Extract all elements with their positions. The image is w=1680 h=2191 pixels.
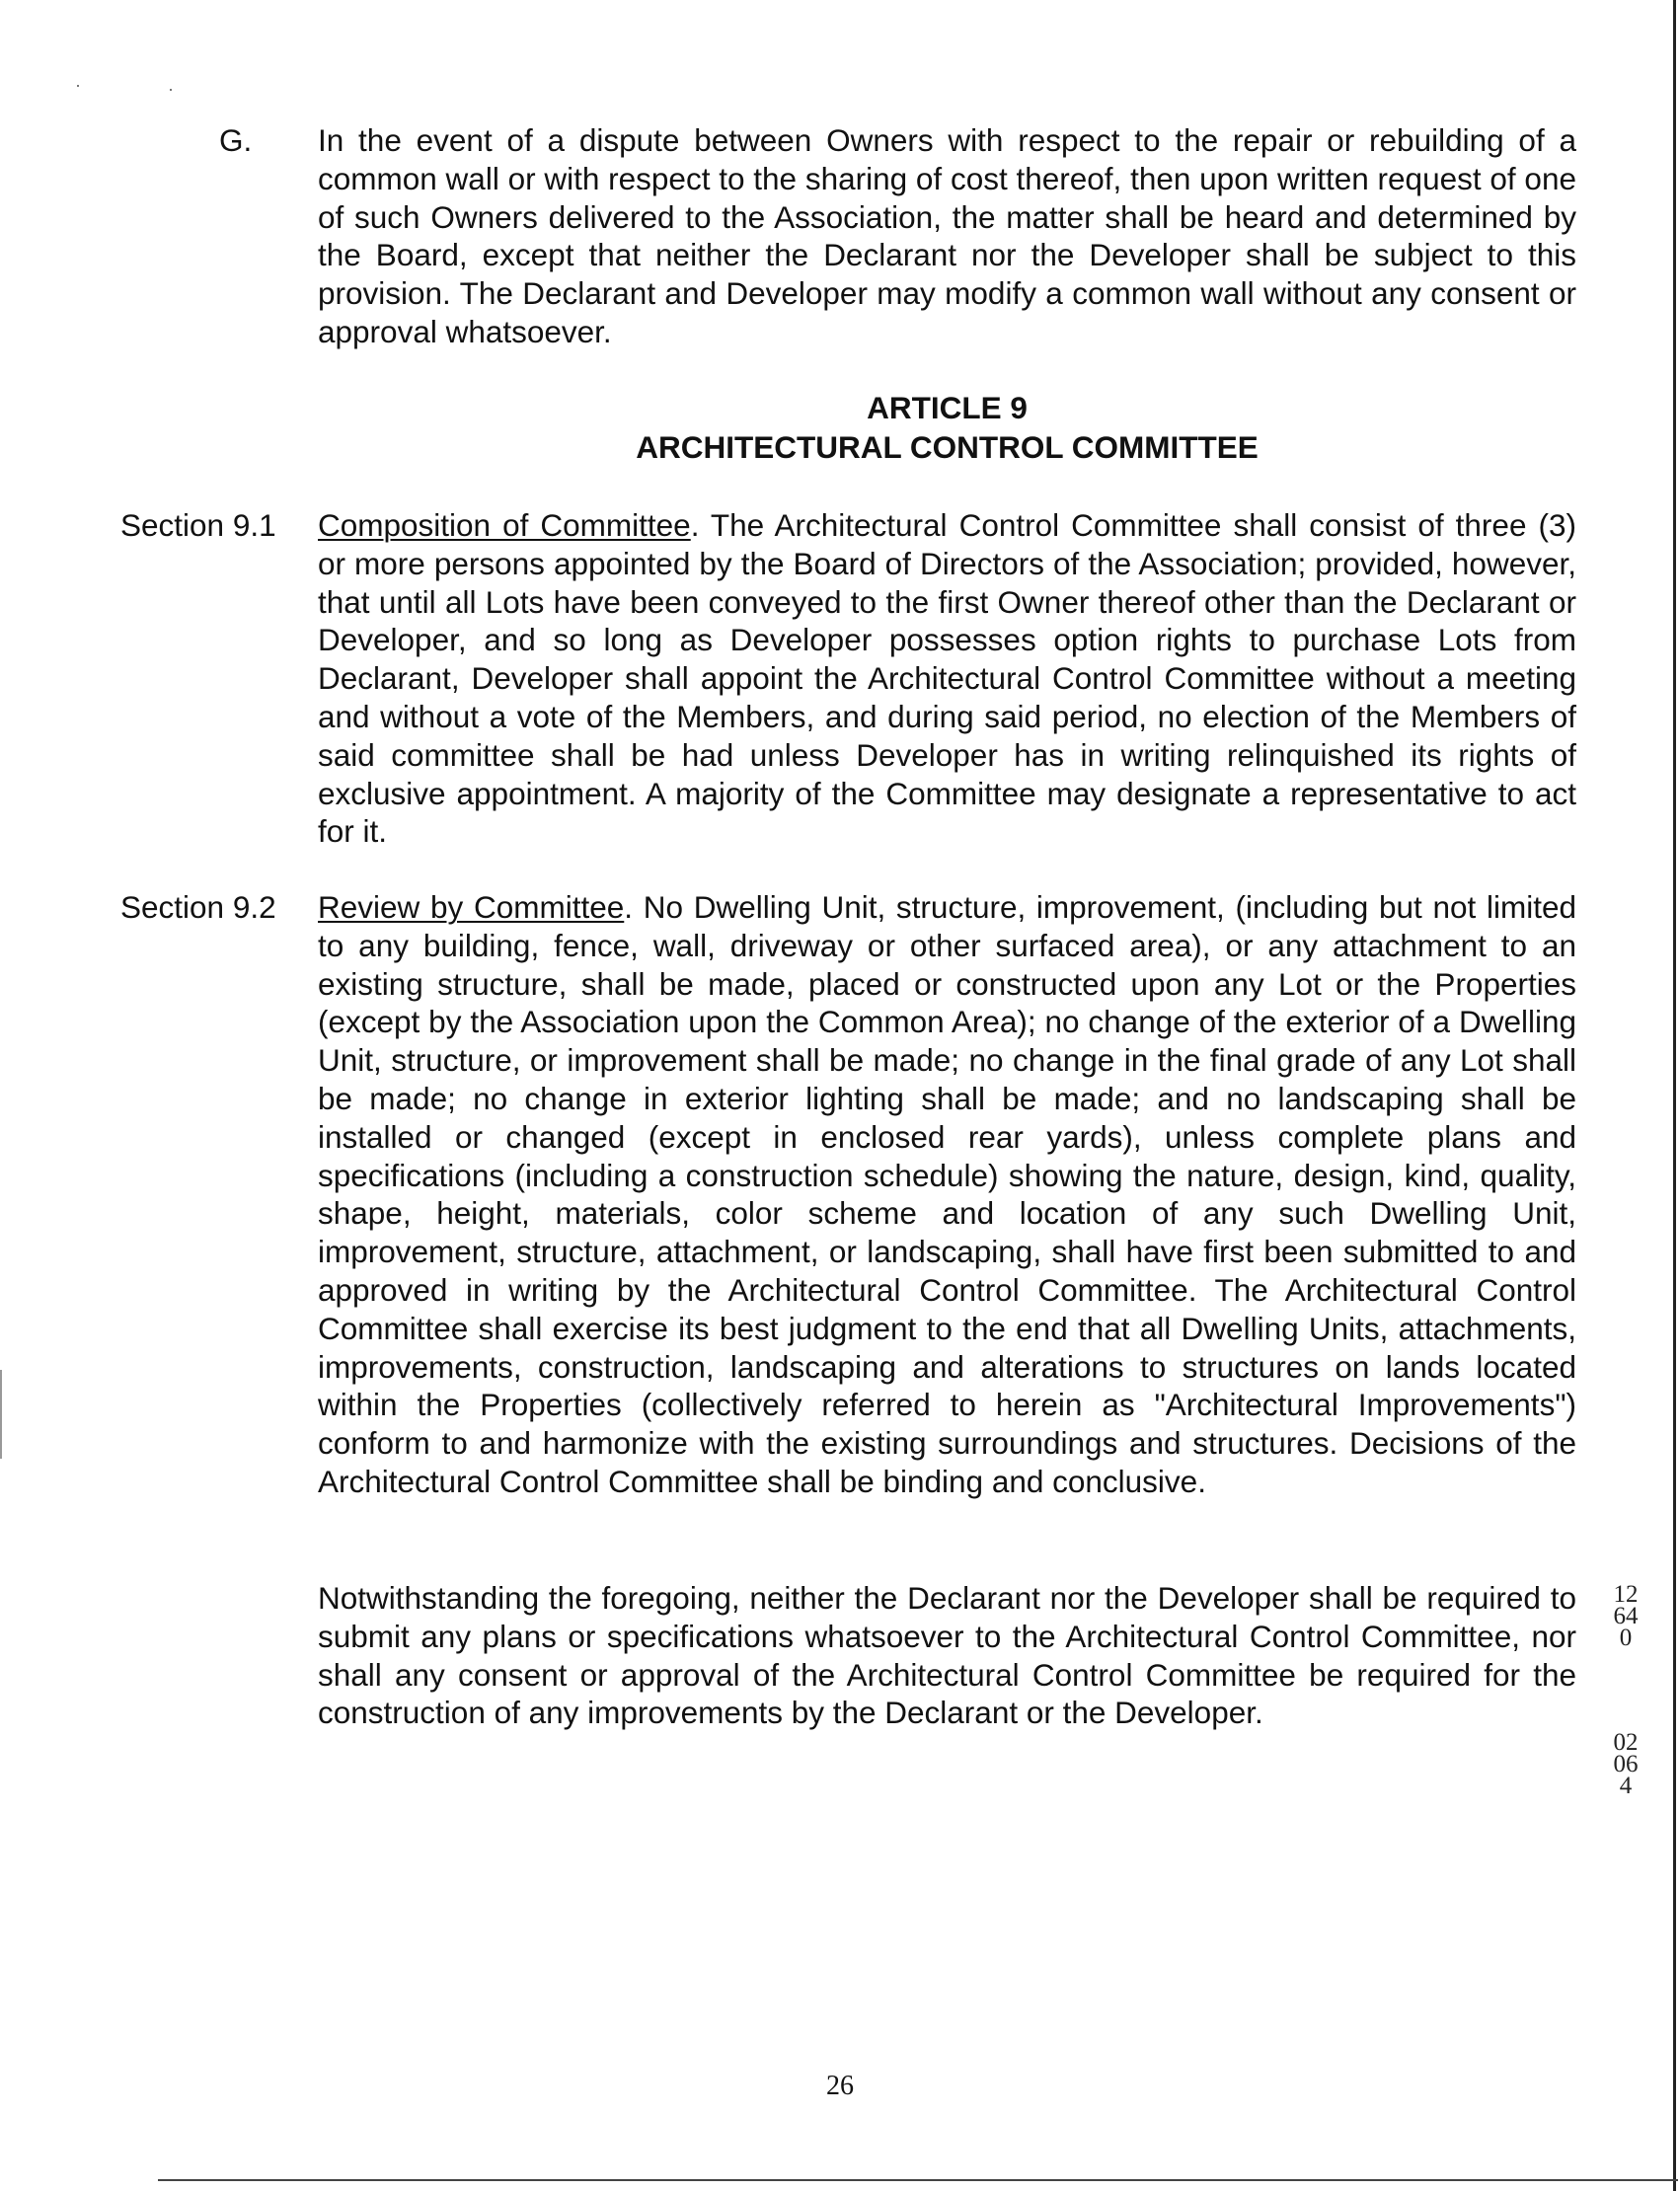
scan-left-edge-mark [0,1370,2,1459]
scan-bottom-border [158,2179,1678,2181]
section-9-2-continuation: Notwithstanding the foregoing, neither the Declarant nor the Developer shall be required to submit any plans or specifications whatsoever to the Architectural Control Committee, nor shall any consent or approval of the Architectural Control Committee be required for the construction of any improvements by the Declarant or the Developer. [318,1580,1576,1731]
section-9-2-label: Section 9.2 [120,889,276,925]
article-number: ARTICLE 9 [867,390,1028,425]
section-9-1-text: . The Architectural Control Committee shall consist of three (3) or more persons appointed by the Board of Directors of the Association; provided, however, that until all Lots have been conveyed to the first Owner thereof other than the Declarant or Developer, and so long as Developer possesses option rights to purchase Lots from Declarant, Developer shall appoint the Architectural Control Committee without a meeting and without a vote of the Members, and during said period, no election of the Members of said committee shall be had unless Developer has in writing relinquished its rights of exclusive appointment. A majority of the Committee may designate a representative to act for it. [318,507,1576,850]
section-9-2-body [318,888,1576,1501]
section-9-1-heading: Composition of Committee [318,507,691,543]
scan-speck [77,85,79,87]
section-9-2-text: . No Dwelling Unit, structure, improvement, (including but not limited to any building, fence, wall, driveway or other surfaced area), or any attachment to an existing structure, shall be made, placed or constructed upon any Lot or the Properties (except by the Association upon the Common Area); no change of the exterior of a Dwelling Unit, structure, or improvement shall be made; no change in the final grade of any Lot shall be made; no change in exterior lighting shall be made; and no landscaping shall be installed or changed (except in enclosed rear yards), unless complete plans and specifications (including a construction schedule) showing the nature, design, kind, quality, shape, height, materials, color scheme and location of any such Dwelling Unit, improvement, structure, attachment, or landscaping, shall have first been submitted to and approved in writing by the Architectural Control Committee. The Architectural Control Committee shall exercise its best judgment to the end that all Dwelling Units, attachments, improvements, construction, landscaping and alterations to structures on lands located within the Properties (collectively referred to herein as "Architectural Improvements") conform to and harmonize with the existing surroundings and structures. Decisions of the Architectural Control Committee shall be binding and conclusive. [318,889,1577,1499]
paragraph-g-text: In the event of a dispute between Owners with respect to the repair or rebuilding of a common wall or with respect to the sharing of cost thereof, then upon written request of one of such Owners delivered to the Association, the matter shall be heard and determined by the Board, except that neither the Declarant nor the Developer shall be subject to this provision. The Declarant and Developer may modify a common wall without any consent or approval whatsoever. [318,122,1576,349]
article-title: ARCHITECTURAL CONTROL COMMITTEE [636,429,1259,465]
recording-number-part2: 02064 [1613,1729,1639,1799]
section-9-2-heading: Review by Committee [318,889,625,925]
paragraph-g-label: G. [219,122,253,158]
recording-number-part1: 12640 [1613,1581,1639,1651]
page-number: 26 [826,2071,854,2101]
scan-right-border [1673,0,1676,2191]
section-9-1-body [318,506,1576,851]
section-9-1-label: Section 9.1 [120,507,276,543]
scan-speck [170,89,172,91]
